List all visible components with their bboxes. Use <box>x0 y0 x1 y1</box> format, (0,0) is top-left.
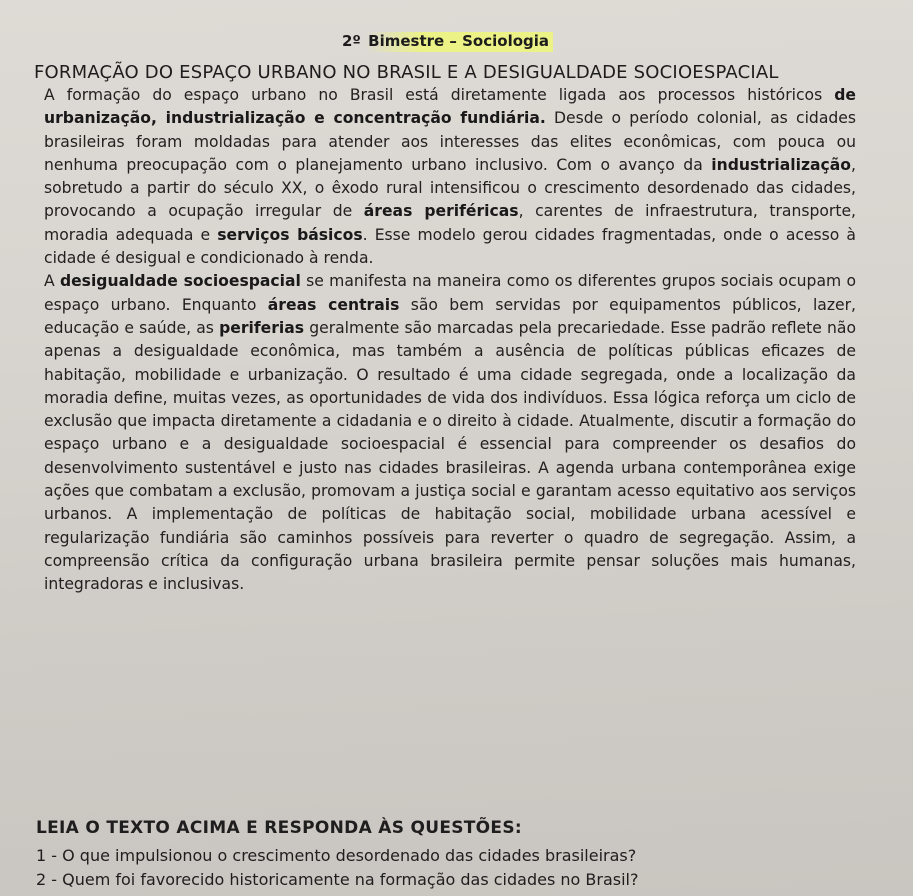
paragraph-1 <box>44 84 856 270</box>
question-1: 1 - O que impulsionou o crescimento desordenado das cidades brasileiras? <box>36 846 637 865</box>
paragraph-1-text-3: , sobretudo a partir do século XX, o êxodo rural intensificou o crescimento desordenado das cidades, provocando a ocupação irregular de <box>44 155 856 221</box>
paragraph-1-text-1: A formação do espaço urbano no Brasil está diretamente ligada aos processos históricos <box>44 86 835 104</box>
document-body <box>44 84 856 597</box>
paragraph-2-text-3: são bem servidas por equipamentos públicos, lazer, educação e saúde, as <box>44 295 856 337</box>
paragraph-1-bold-3: áreas periféricas <box>363 202 519 221</box>
paragraph-1-bold-1: de urbanização, industrialização e concentração fundiária. <box>44 86 856 128</box>
question-2: 2 - Quem foi favorecido historicamente na formação das cidades no Brasil? <box>36 870 639 889</box>
paragraph-2-bold-2: áreas centrais <box>267 295 400 314</box>
paragraph-2-text-2: se manifesta na maneira como os diferentes grupos sociais ocupam o espaço urbano. Enquanto <box>44 272 856 314</box>
document-title: FORMAÇÃO DO ESPAÇO URBANO NO BRASIL E A DESIGUALDADE SOCIOESPACIAL <box>34 62 779 83</box>
paragraph-2-bold-3: periferias <box>219 318 305 337</box>
paragraph-1-bold-4: serviços básicos <box>217 225 363 244</box>
paragraph-2-text-1: A <box>44 272 60 291</box>
paragraph-1-text-5: . Esse modelo gerou cidades fragmentadas, onde o acesso à cidade é desigual e condicionado à renda. <box>44 225 856 268</box>
header-highlighted-label: Bimestre – Sociologia <box>366 32 553 52</box>
page-header <box>342 32 553 50</box>
paragraph-2 <box>44 270 856 596</box>
paragraph-1-text-4: , carentes de infraestrutura, transporte, moradia adequada e <box>44 202 856 244</box>
paragraph-2-text-4: geralmente são marcadas pela precariedade. Esse padrão reflete não apenas a desigualdade econômica, mas também a ausência de políticas públicas eficazes de habitação, mobilidade e urbanização. O resultado é uma cidade segregada, onde a localização da moradia define, muitas vezes, as oportunidades de vida dos indivíduos. Essa lógica reforça um ciclo de exclusão que impacta diretamente a cidadania e o direito à cidade. Atualmente, discutir a formação do espaço urbano e a desigualdade socioespacial é essencial para compreender os desafios do desenvolvimento sustentável e justo nas cidades brasileiras. A agenda urbana contemporânea exige ações que combatam a exclusão, promovam a justiça social e garantam acesso equitativo aos serviços urbanos. A implementação de políticas de habitação social, mobilidade urbana acessível e regularização fundiária são caminhos possíveis para reverter o quadro de segregação. Assim, a compreensão crítica da configuração urbana brasileira permite pensar soluções mais humanas, integradoras e inclusivas. <box>44 318 856 594</box>
header-bimester-number: 2º <box>342 32 361 50</box>
questions-heading: LEIA O TEXTO ACIMA E RESPONDA ÀS QUESTÕES: <box>36 818 522 838</box>
paragraph-1-text-2: Desde o período colonial, as cidades brasileiras foram moldadas para atender aos interesses das elites econômicas, com pouca ou nenhuma preocupação com o planejamento urbano inclusivo. Com o avanço da <box>44 109 856 174</box>
paragraph-2-bold-1: desigualdade socioespacial <box>59 272 301 291</box>
paragraph-1-bold-2: industrialização <box>711 155 852 174</box>
